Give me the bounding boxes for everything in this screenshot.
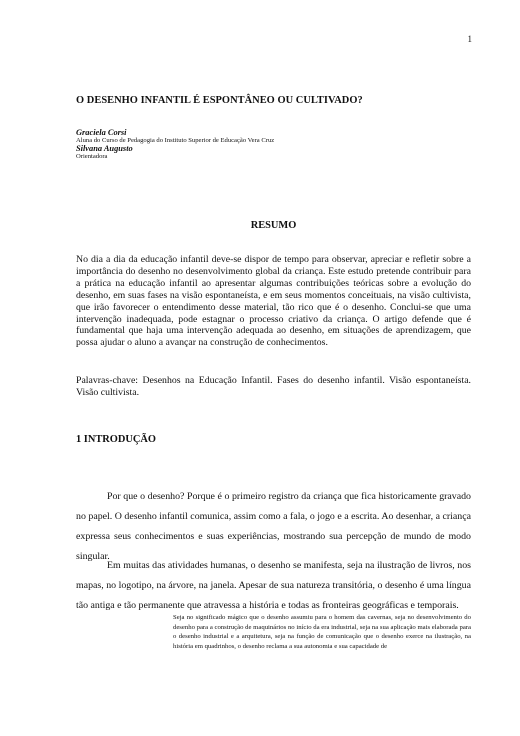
author-block [76,129,436,160]
section-heading: 1 INTRODUÇÃO [76,434,156,445]
advisor-role: Orientadora [76,152,108,160]
author-name: Graciela Corsi [76,128,127,137]
page-number: 1 [467,34,472,44]
keywords: Palavras-chave: Desenhos na Educação Infantil. Fases do desenho infantil. Visão espontaneísta. Visão cultivista. [76,375,471,398]
body-paragraph: Em muitas das atividades humanas, o desenho se manifesta, seja na ilustração de livros, nos mapas, no logotipo, na árvore, na janela. Apesar de sua natureza transitória, o desenho é uma língua tão antiga e tão permanente que atravessa a história e todas as fronteiras geográficas e temporais. [76,560,471,611]
abstract-text: No dia a dia da educação infantil deve-se dispor de tempo para observar, apreciar e refletir sobre a importância do desenho no desenvolvimento global da criança. Este estudo pretende contribuir para a prática na educação infantil ao apresentar algumas contribuições teóricas sobre a evolução do desenho, em suas fases na visão espontaneísta, e em seus momentos conceituais, na visão cultivista, que irão favorecer o entendimento desse material, tão rico que é o desenho. Conclui-se que uma intervenção inadequada, pode estagnar o processo criativo da criança. O artigo defende que é fundamental que haja uma intervenção adequada ao desenho, em situações de aprendizagem, que possa ajudar o aluno a avançar na construção de conhecimentos. [76,254,471,349]
abstract-heading: RESUMO [250,220,297,231]
paper-title: O DESENHO INFANTIL É ESPONTÂNEO OU CULTIVADO? [76,95,363,106]
author-affiliation: Aluna do Curso de Pedagogia do Instituto Superior de Educação Vera Cruz [76,136,275,144]
block-quote: Seja no significado mágico que o desenho assumiu para o homem das cavernas, seja no desenvolvimento do desenho para a construção de maquinários no início da era industrial, seja na sua aplicação mais elaborada para o desenho industrial e a arquitetura, seja na função de comunicação que o desenho exerce na ilustração, na história em quadrinhos, o desenho reclama a sua autonomia e sua capacidade de [173,614,471,651]
advisor-name: Silvana Augusto [76,143,133,153]
body-paragraph: Por que o desenho? Porque é o primeiro registro da criança que fica historicamente gravado no papel. O desenho infantil comunica, assim como a fala, o jogo e a escrita. Ao desenhar, a criança expressa seus conhecimentos e suas experiências, mostrando sua percepção de mundo de modo singular. [76,491,471,562]
